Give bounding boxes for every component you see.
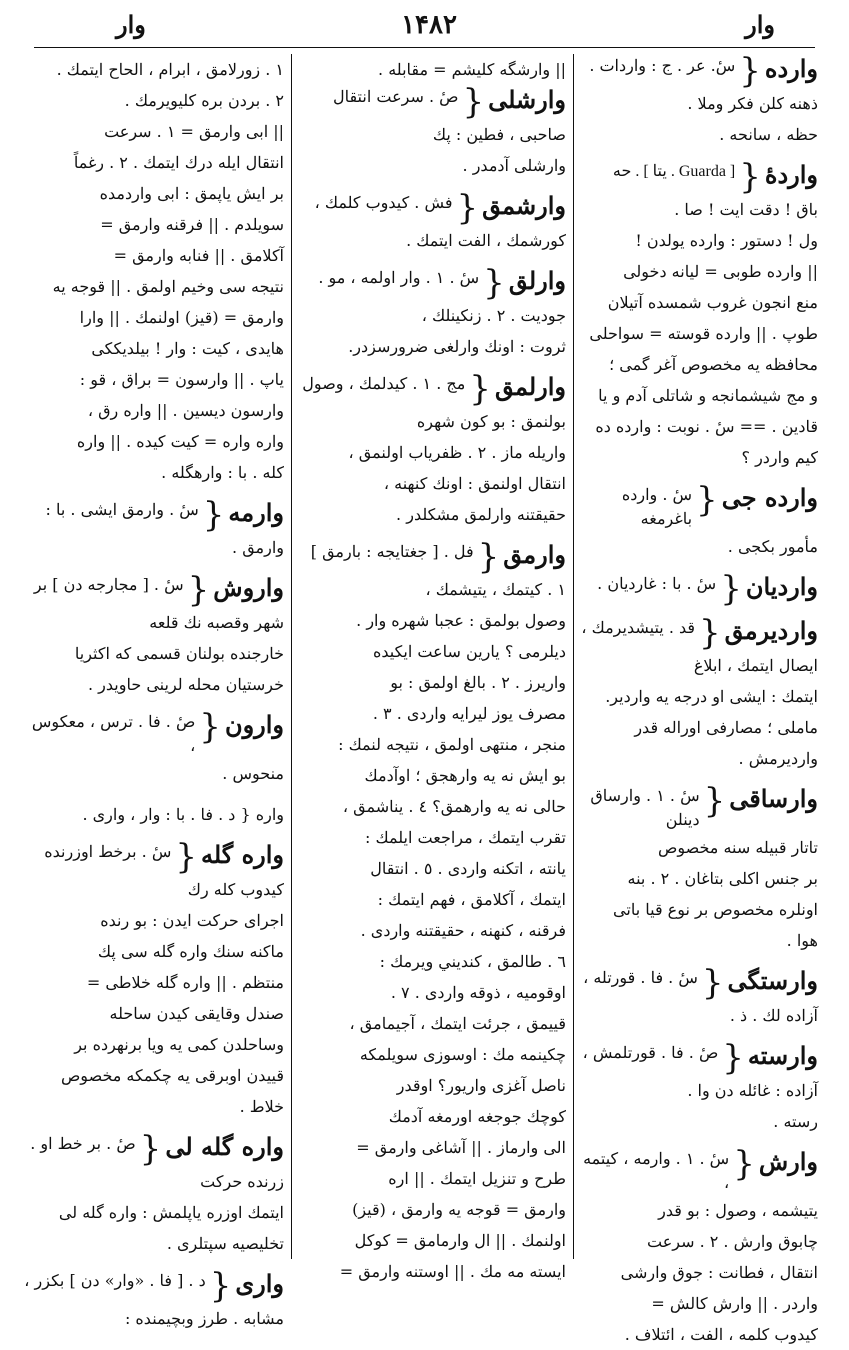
- entry-line: خرستيان محله لرينى حاويدر .: [88, 675, 284, 694]
- entry-line: مشابه . طرز وبچيمنده :: [124, 1309, 284, 1328]
- column-divider: [291, 54, 292, 1259]
- brace: {: [456, 188, 479, 228]
- headword: واردهٔ: [764, 160, 818, 189]
- entry-line: قادین . == سٔ . نوبت : وارده ده: [595, 417, 818, 436]
- entry-line: يانته ، اتكنه واردى . ٥ . انتقال: [370, 859, 566, 878]
- entry-line: واردر . || وارش كالش =: [651, 1294, 818, 1313]
- dictionary-entry: [580, 963, 818, 1031]
- dictionary-entry: [580, 1038, 818, 1137]
- brace: {: [209, 1266, 232, 1306]
- headword: وارلق: [508, 266, 566, 295]
- entry-line: ول ! دستور : وارده یولدن !: [635, 231, 818, 250]
- entry-line: || وارده طوبی = لیانه دخولی: [623, 262, 818, 281]
- entry-line: قييمق ، جرئت ايتمك ، آجيمامق ،: [349, 1014, 566, 1033]
- entry-line: منع انجون غروب شمسده آتیلان: [607, 293, 818, 312]
- headword: وارون: [224, 710, 284, 739]
- entry-text: سٔ . وارمق ايشى . با :: [45, 500, 199, 519]
- entry-line: ناصل آغزى واريور؟ اوقدر: [396, 1076, 566, 1095]
- dictionary-entry: [580, 569, 818, 609]
- entry-line: وارمق .: [232, 538, 284, 557]
- entry-text: سٔ . ۱ . وار اولمه ، مو .: [318, 268, 480, 287]
- entry-line: چكينمه مك : اوسوزى سويلمكه: [359, 1045, 566, 1064]
- entry-line: كوچك جوجغه اورمغه آدمك: [388, 1107, 566, 1126]
- entry-line: || ابى وارمق = ۱ . سرعت: [104, 122, 284, 141]
- header-catchword-right: وار: [745, 10, 775, 39]
- dictionary-entry: [298, 537, 566, 1287]
- entry-line: بر جنس اكلى بتاغان . ۲ . بنه: [627, 869, 818, 888]
- entry-text: صٔ . فا . قورتلمش ،: [582, 1043, 719, 1062]
- dictionary-entry: [22, 1266, 284, 1334]
- brace: {: [187, 570, 210, 610]
- brace: {: [696, 480, 718, 520]
- dictionary-entry: [298, 82, 566, 181]
- entry-line: ثروت : اونك وارلغى ضرورسزدر.: [348, 337, 566, 356]
- entry-line: ٦ . طالمق ، كنديني ويرمك :: [379, 952, 566, 971]
- entry-text: سٔ . ۱ . وارمه ، كيتمه ،: [583, 1149, 730, 1192]
- entry-line: تاتار قبيله سنه مخصوص: [657, 838, 818, 857]
- entry-line: محافظه یه مخصوص آغر گمی ؛: [609, 355, 818, 374]
- entry-text: مج . ۱ . كيدلمك ، وصول: [302, 374, 466, 393]
- entry-line: شهر وقصبه نك قلعه: [149, 613, 284, 632]
- entry-text: سٔ . وارده باغرمغه: [621, 485, 693, 528]
- column-middle: [298, 54, 566, 1281]
- headword: وارديان: [745, 572, 818, 601]
- entry-text: سٔ. عر . ج : واردات .: [589, 56, 736, 75]
- entry-line: واريله ماز . ۲ . ظفرياب اولنمق ،: [348, 443, 566, 462]
- brace: {: [483, 263, 505, 303]
- dictionary-entry: [580, 781, 818, 956]
- entry-line: انتقال اولنمق : اونك كنهنه ،: [383, 474, 566, 493]
- brace: {: [469, 369, 491, 409]
- entry-line: يتيشمه ، وصول : بو قدر: [658, 1201, 818, 1220]
- brace: {: [701, 963, 724, 1003]
- brace: {: [722, 1038, 744, 1078]
- entry-line: ايتمك اوزره ياپلمش : واره گله لى: [58, 1203, 284, 1222]
- entry-line: حالى نه يه وارهمق؟ ٤ . يناشمق ،: [342, 797, 566, 816]
- entry-line: وارشلى آدمدر .: [462, 156, 566, 175]
- dictionary-entry: [298, 263, 566, 362]
- entry-line: وارسون ديسين . || واره رق ،: [87, 401, 284, 420]
- headword: وارساقى: [729, 784, 818, 813]
- entry-line: هوا .: [786, 931, 818, 950]
- entry-line: منتظم . || واره گله خلاطى =: [86, 973, 284, 992]
- header-catchword-left: وار: [116, 10, 146, 39]
- dictionary-entry: [580, 480, 818, 562]
- text-columns: [18, 51, 823, 1344]
- brace: {: [739, 51, 761, 91]
- dictionary-entry: [298, 369, 566, 530]
- brace: {: [139, 1129, 162, 1169]
- headword: واره گله لى: [165, 1132, 284, 1161]
- entry-line: اولنمك . || ال وارمامق = كوكل: [354, 1231, 566, 1250]
- entry-line: نتيجه سى وخيم اولمق . || قوجه يه: [52, 277, 284, 296]
- entry-line: اوقوميه ، ذوقه واردى . ۷ .: [390, 983, 566, 1002]
- entry-line: ايصال ايتمك ، ابلاغ: [693, 656, 818, 675]
- entry-line: جوديت . ۲ . زنكينلك ،: [421, 306, 566, 325]
- entry-line: هايدى ، كيت : وار ! بيلديككى: [91, 339, 284, 358]
- entry-line: تخليصيه سپتلرى .: [166, 1234, 284, 1253]
- entry-line: بو ايش نه يه وارهجق ؛ اوآدمك: [364, 766, 566, 785]
- entry-line: صندل وقايقى كيدن ساحله: [109, 1004, 284, 1023]
- brace: {: [199, 707, 221, 747]
- entry-line: واره واره = كيت كيده . || واره: [76, 432, 284, 451]
- entry-line: ماملى ؛ مصارفى اوراله قدر: [634, 718, 818, 737]
- brace: {: [733, 1144, 755, 1184]
- brace: {: [739, 157, 761, 197]
- headword: وارسته: [747, 1041, 818, 1070]
- entry-line: آزاده : غائله دن وا .: [687, 1081, 818, 1100]
- entry-line: طرح و تنزيل ايتمك . || اره: [388, 1169, 566, 1188]
- entry-text: صٔ . بر خط او .: [30, 1134, 136, 1153]
- entry-text: سٔ . [ مجارجه دن ] بر: [33, 575, 184, 594]
- entry-line: کیم واردر ؟: [741, 448, 818, 467]
- headword: وارشلى: [488, 85, 566, 114]
- entry-line: || وارشگه كليشم = مقابله .: [378, 60, 566, 79]
- column-divider: [573, 54, 574, 1259]
- column-right: [580, 51, 818, 1344]
- dictionary-entry: [580, 613, 818, 774]
- entry-line: ۱ . كيتمك ، يتيشمك ،: [425, 580, 566, 599]
- brace: {: [477, 537, 500, 577]
- entry-line: انتقال ، فطانت : جوق وارشى: [620, 1263, 818, 1282]
- headword: وارى: [235, 1269, 284, 1298]
- headword: وارش: [758, 1147, 818, 1176]
- entry-line: صاحبى ، فطين : پك: [432, 125, 566, 144]
- entry-line: باق ! دقت ایت ! صا .: [674, 200, 818, 219]
- entry-text: د . [ فا . «وار» دن ] بكزر ،: [24, 1271, 206, 1290]
- brace: {: [720, 569, 742, 609]
- entry-line: وارمق = (قيز) اولنمك . || وارا: [79, 308, 284, 327]
- entry-text: سٔ . ۱ . وارساق دينلن: [590, 786, 700, 829]
- entry-text: قد . يتيشديرمك ،: [581, 618, 696, 637]
- entry-line: واره { د . فا . با : وار ، وارى .: [82, 805, 284, 824]
- entry-line: زرنده حركت: [200, 1172, 284, 1191]
- entry-line: ديلرمى ؟ يارين ساعت ايكيده: [372, 642, 566, 661]
- entry-line: ذهنه کلن فکر وملا .: [687, 94, 818, 113]
- dictionary-entry: [22, 570, 284, 700]
- entry-line: ۱ . زورلامق ، ابرام ، الحاح ايتمك .: [56, 60, 284, 79]
- entry-line: ايسته مه مك . || اوستنه وارمق =: [339, 1262, 566, 1281]
- header-rule: [34, 47, 815, 48]
- entry-line: كيدوب كله رك: [187, 880, 284, 899]
- entry-line: رسته .: [773, 1112, 818, 1131]
- entry-line: ماكنه سنك واره گله سى پك: [97, 942, 284, 961]
- entry-line: وساحلدن كمى يه ويا برنهرده بر: [74, 1035, 284, 1054]
- headword: وارمه: [228, 498, 284, 527]
- headword: وارلمق: [494, 372, 566, 401]
- entry-line: آزاده لك . ذ .: [729, 1006, 818, 1025]
- page-header: [34, 10, 815, 46]
- entry-line: الى وارماز . || آشاغى وارمق =: [356, 1138, 566, 1157]
- entry-line: حقيقتنه وارلمق مشكلدر .: [396, 505, 566, 524]
- entry-line: اجراى حركت ايدن : بو رنده: [100, 911, 284, 930]
- entry-text: صٔ . سرعت انتقال: [332, 87, 459, 106]
- entry-line: مصرف يوز ليرايه واردى . ۳ .: [372, 704, 566, 723]
- entry-line: سويلدم . || فرقنه وارمق =: [100, 215, 284, 234]
- brace: {: [462, 82, 485, 122]
- entry-line: فرقنه ، كنهنه ، حقيقتنه واردى .: [360, 921, 566, 940]
- headword: واروش: [213, 573, 284, 602]
- headword: وارشمق: [482, 191, 566, 220]
- entry-text: سٔ . برخط اوزرنده: [44, 842, 172, 861]
- entry-line: حظه ، سانحه .: [719, 125, 818, 144]
- entry-line: واريرز . ۲ . بالغ اولمق : بو: [390, 673, 566, 692]
- entry-line: اونلره مخصوص بر نوع قيا باتى: [613, 900, 818, 919]
- entry-line: ايتمك ، آكلامق ، فهم ايتمك :: [377, 890, 566, 909]
- headword: وارديرمق: [724, 616, 818, 645]
- brace: {: [703, 781, 726, 821]
- entry-text: فل . [ جغتايجه : بارمق ]: [310, 542, 474, 561]
- headword: وارستگى: [727, 966, 818, 995]
- entry-line: تقرب ايتمك ، مراجعت ايلمك :: [365, 828, 566, 847]
- dictionary-entry: [580, 1144, 818, 1350]
- brace: {: [699, 613, 721, 653]
- entry-text: صٔ . فا . ترس ، معكوس ،: [31, 712, 196, 755]
- page-number: ۱۴۸۲: [401, 10, 457, 40]
- entry-line: خارجنده بولنان قسمى كه اكثريا: [74, 644, 284, 663]
- dictionary-entry: [580, 51, 818, 150]
- dictionary-entry: [298, 188, 566, 256]
- entry-line: منحوس .: [222, 764, 284, 783]
- entry-line: وارمق = قوجه يه وارمق ، (قيز): [352, 1200, 566, 1219]
- dictionary-entry: [22, 495, 284, 563]
- headword: وارده جی: [721, 483, 818, 512]
- entry-line: انتقال ايله درك ايتمك . ۲ . رغماً: [73, 153, 284, 172]
- column-left: [22, 54, 284, 1328]
- entry-line: كله . با : وارهگله .: [161, 463, 284, 482]
- entry-line: كورشمك ، الفت ايتمك .: [406, 231, 566, 250]
- headword: واره گله: [200, 840, 284, 869]
- dictionary-entry: [22, 1129, 284, 1259]
- entry-line: وصول بولمق : عجبا شهره وار .: [356, 611, 566, 630]
- entry-text: حه . [ یتا . Guarda ]: [612, 163, 736, 180]
- entry-line: بولنمق : بو كون شهره: [416, 412, 566, 431]
- entry-line: وارديرمش .: [738, 749, 818, 768]
- entry-line: كيدوب كلمه ، الفت ، ائتلاف .: [624, 1325, 818, 1344]
- entry-line: آكلامق . || فنابه وارمق =: [113, 246, 284, 265]
- entry-line: طوپ . || وارده قوسته = سواحلی: [589, 324, 818, 343]
- dictionary-entry: [22, 707, 284, 789]
- entry-line: و مج شیشمانجه و شاتلی آدم و یا: [598, 386, 818, 405]
- entry-line: ۲ . بردن بره كليويرمك .: [124, 91, 284, 110]
- dictionary-entry: [22, 837, 284, 1122]
- brace: {: [175, 837, 197, 877]
- headword: وارمق: [503, 540, 566, 569]
- dictionary-entry: [22, 799, 284, 830]
- entry-text: فش . كيدوب كلمك ،: [314, 193, 453, 212]
- entry-line: ياپ . || وارسون = براق ، قو :: [79, 370, 284, 389]
- entry-line: مأمور بکجی .: [727, 537, 818, 556]
- entry-line: منجر ، منتهى اولمق ، نتيجه لنمك :: [338, 735, 566, 754]
- entry-text: سٔ . فا . قورتله ،: [583, 968, 698, 987]
- brace: {: [202, 495, 225, 535]
- dictionary-entry: [580, 157, 818, 473]
- entry-line: ايتمك : ايشى او درجه يه واردير.: [605, 687, 818, 706]
- entry-line: قييدن اوبرقى يه چكمكه مخصوص: [60, 1066, 284, 1085]
- entry-line: بر ايش ياپمق : ابى واردمده: [99, 184, 284, 203]
- entry-line: خلاط .: [239, 1097, 284, 1116]
- entry-text: سٔ . با : غارديان .: [597, 574, 717, 593]
- entry-line: چابوق وارش . ۲ . سرعت: [646, 1232, 818, 1251]
- headword: وارده: [764, 54, 818, 83]
